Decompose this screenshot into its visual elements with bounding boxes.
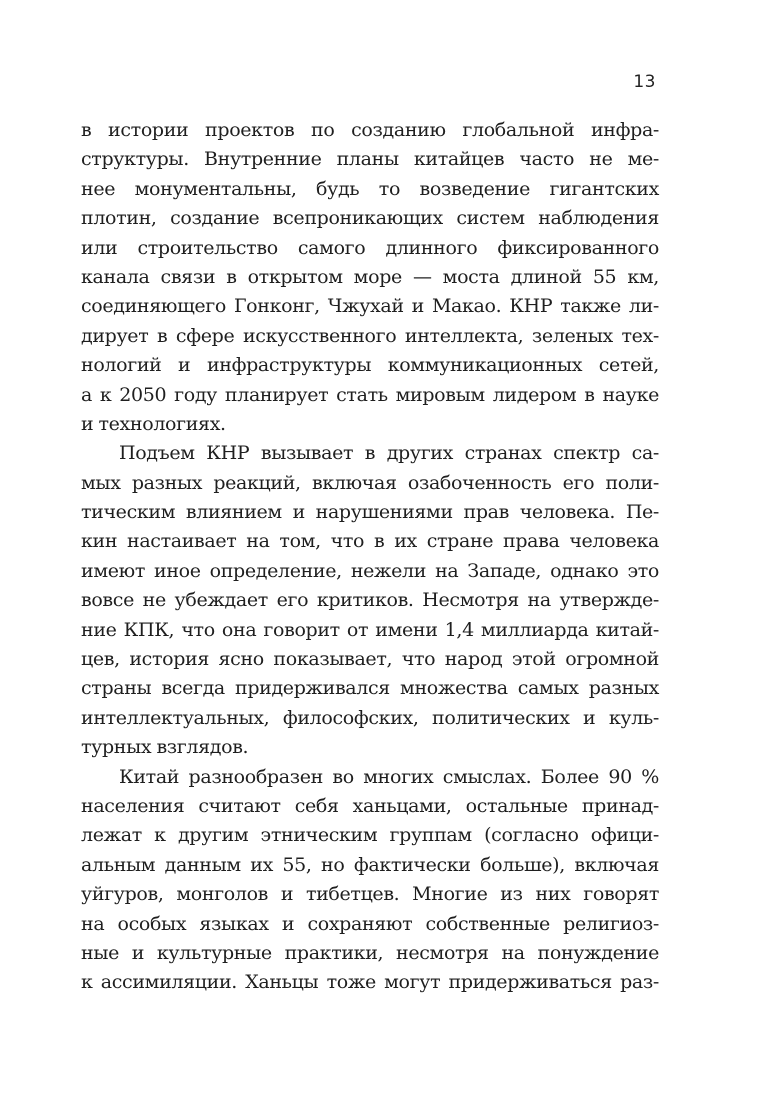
text-line: альным данным их 55, но фактически больше), включая bbox=[81, 853, 659, 876]
text-line: плотин, создание всепроникающих систем наблюдения bbox=[81, 207, 659, 230]
text-line: и технологиях. bbox=[81, 412, 226, 435]
text-line: нологий и инфраструктуры коммуникационных сетей, bbox=[81, 354, 659, 377]
text-line: Китай разнообразен во многих смыслах. Более 90 % bbox=[119, 765, 659, 788]
text-line: страны всегда придерживался множества самых разных bbox=[81, 677, 659, 700]
text-line: ние КПК, что она говорит от имени 1,4 миллиарда китай- bbox=[81, 618, 659, 641]
text-line: нее монументальны, будь то возведение гигантских bbox=[81, 177, 659, 200]
text-line: мых разных реакций, включая озабоченность его поли- bbox=[81, 471, 659, 494]
text-line: лежат к другим этническим группам (согласно офици- bbox=[81, 824, 659, 847]
text-line: тическим влиянием и нарушениями прав человека. Пе- bbox=[81, 501, 659, 524]
text-line: Подъем КНР вызывает в других странах спектр са- bbox=[119, 442, 659, 465]
text-line: в истории проектов по созданию глобальной инфра- bbox=[81, 119, 659, 141]
text-line: населения считают себя ханьцами, остальные принад- bbox=[81, 794, 659, 817]
text-line: на особых языках и сохраняют собственные религиоз- bbox=[81, 912, 659, 935]
text-line: ные и культурные практики, несмотря на понуждение bbox=[81, 941, 659, 964]
text-line: к ассимиляции. Ханьцы тоже могут придерживаться раз- bbox=[81, 971, 659, 994]
text-line: турных взглядов. bbox=[81, 736, 249, 759]
text-line: структуры. Внутренние планы китайцев часто не ме- bbox=[81, 148, 659, 171]
page-number: 13 bbox=[633, 72, 656, 92]
text-line: или строительство самого длинного фиксированного bbox=[81, 236, 659, 259]
text-line: канала связи в открытом море — моста длиной 55 км, bbox=[81, 265, 659, 288]
text-line: кин настаивает на том, что в их стране права человека bbox=[81, 530, 659, 553]
text-line: цев, история ясно показывает, что народ этой огромной bbox=[81, 648, 659, 671]
text-line: уйгуров, монголов и тибетцев. Многие из них говорят bbox=[81, 883, 659, 906]
text-line: интеллектуальных, философских, политических и куль- bbox=[81, 706, 659, 729]
text-line: вовсе не убеждает его критиков. Несмотря на утвержде- bbox=[81, 589, 659, 612]
text-line: имеют иное определение, нежели на Западе, однако это bbox=[81, 559, 659, 582]
text-line: дирует в сфере искусственного интеллекта, зеленых тех- bbox=[81, 324, 659, 347]
body-text bbox=[81, 116, 659, 998]
text-line: соединяющего Гонконг, Чжухай и Макао. КНР также ли- bbox=[81, 295, 659, 318]
text-line: а к 2050 году планирует стать мировым лидером в науке bbox=[81, 383, 659, 406]
